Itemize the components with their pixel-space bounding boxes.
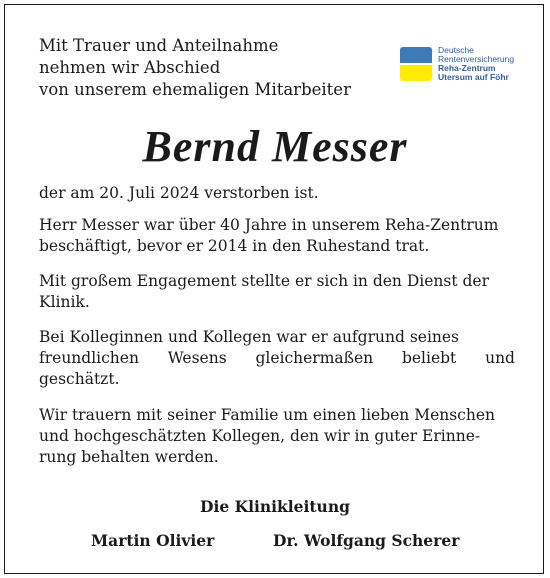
logo-text (438, 46, 514, 82)
paragraph-line: und hochgeschätzten Kollegen, den wir in guter Erinne- (39, 427, 481, 445)
paragraph-date (39, 183, 515, 204)
paragraph-line: geschätzt. (39, 370, 120, 388)
paragraph-line: Bei Kolleginnen und Kollegen war er aufgrund seines (39, 328, 460, 346)
logo-line: Deutsche (438, 45, 474, 55)
deceased-name: Bernd Messer (142, 122, 408, 171)
logo-line: Rentenversicherung (438, 54, 515, 64)
paragraph-colleagues (39, 327, 515, 390)
paragraph-line: rung behalten werden. (39, 448, 219, 466)
paragraph-line: der am 20. Juli 2024 verstorben ist. (39, 184, 319, 202)
paragraph-mourning (39, 405, 515, 468)
word: freundlichen (39, 349, 139, 367)
paragraph-line: Herr Messer war über 40 Jahre in unserem Reha-Zentrum (39, 216, 499, 234)
paragraph-line-justified (39, 348, 515, 369)
intro-text (39, 35, 351, 101)
drv-logo-icon (400, 47, 432, 81)
intro-line: von unserem ehemaligen Mitarbeiter (39, 80, 351, 99)
word: und (485, 349, 515, 367)
intro-line: nehmen wir Abschied (39, 58, 221, 77)
word: Wesens (167, 349, 227, 367)
paragraph-line: Wir trauern mit seiner Familie um einen lieben Menschen (39, 406, 496, 424)
signature-name: Martin Olivier (91, 531, 215, 550)
obituary-notice (4, 4, 544, 574)
paragraph-employment (39, 215, 515, 257)
signature-name: Dr. Wolfgang Scherer (273, 531, 460, 550)
intro-line: Mit Trauer und Anteilnahme (39, 36, 279, 55)
word: beliebt (401, 349, 457, 367)
logo-line: Reha-Zentrum (438, 63, 496, 73)
logo-line: Utersum auf Föhr (438, 72, 509, 82)
drv-logo (400, 45, 550, 87)
paragraph-line: beschäftigt, bevor er 2014 in den Ruhestand trat. (39, 237, 430, 255)
paragraph-line: Klinik. (39, 293, 90, 311)
signature-title: Die Klinikleitung (200, 497, 350, 516)
paragraph-engagement (39, 271, 515, 313)
paragraph-line: Mit großem Engagement stellte er sich in den Dienst der (39, 272, 489, 290)
word: gleichermaßen (255, 349, 374, 367)
